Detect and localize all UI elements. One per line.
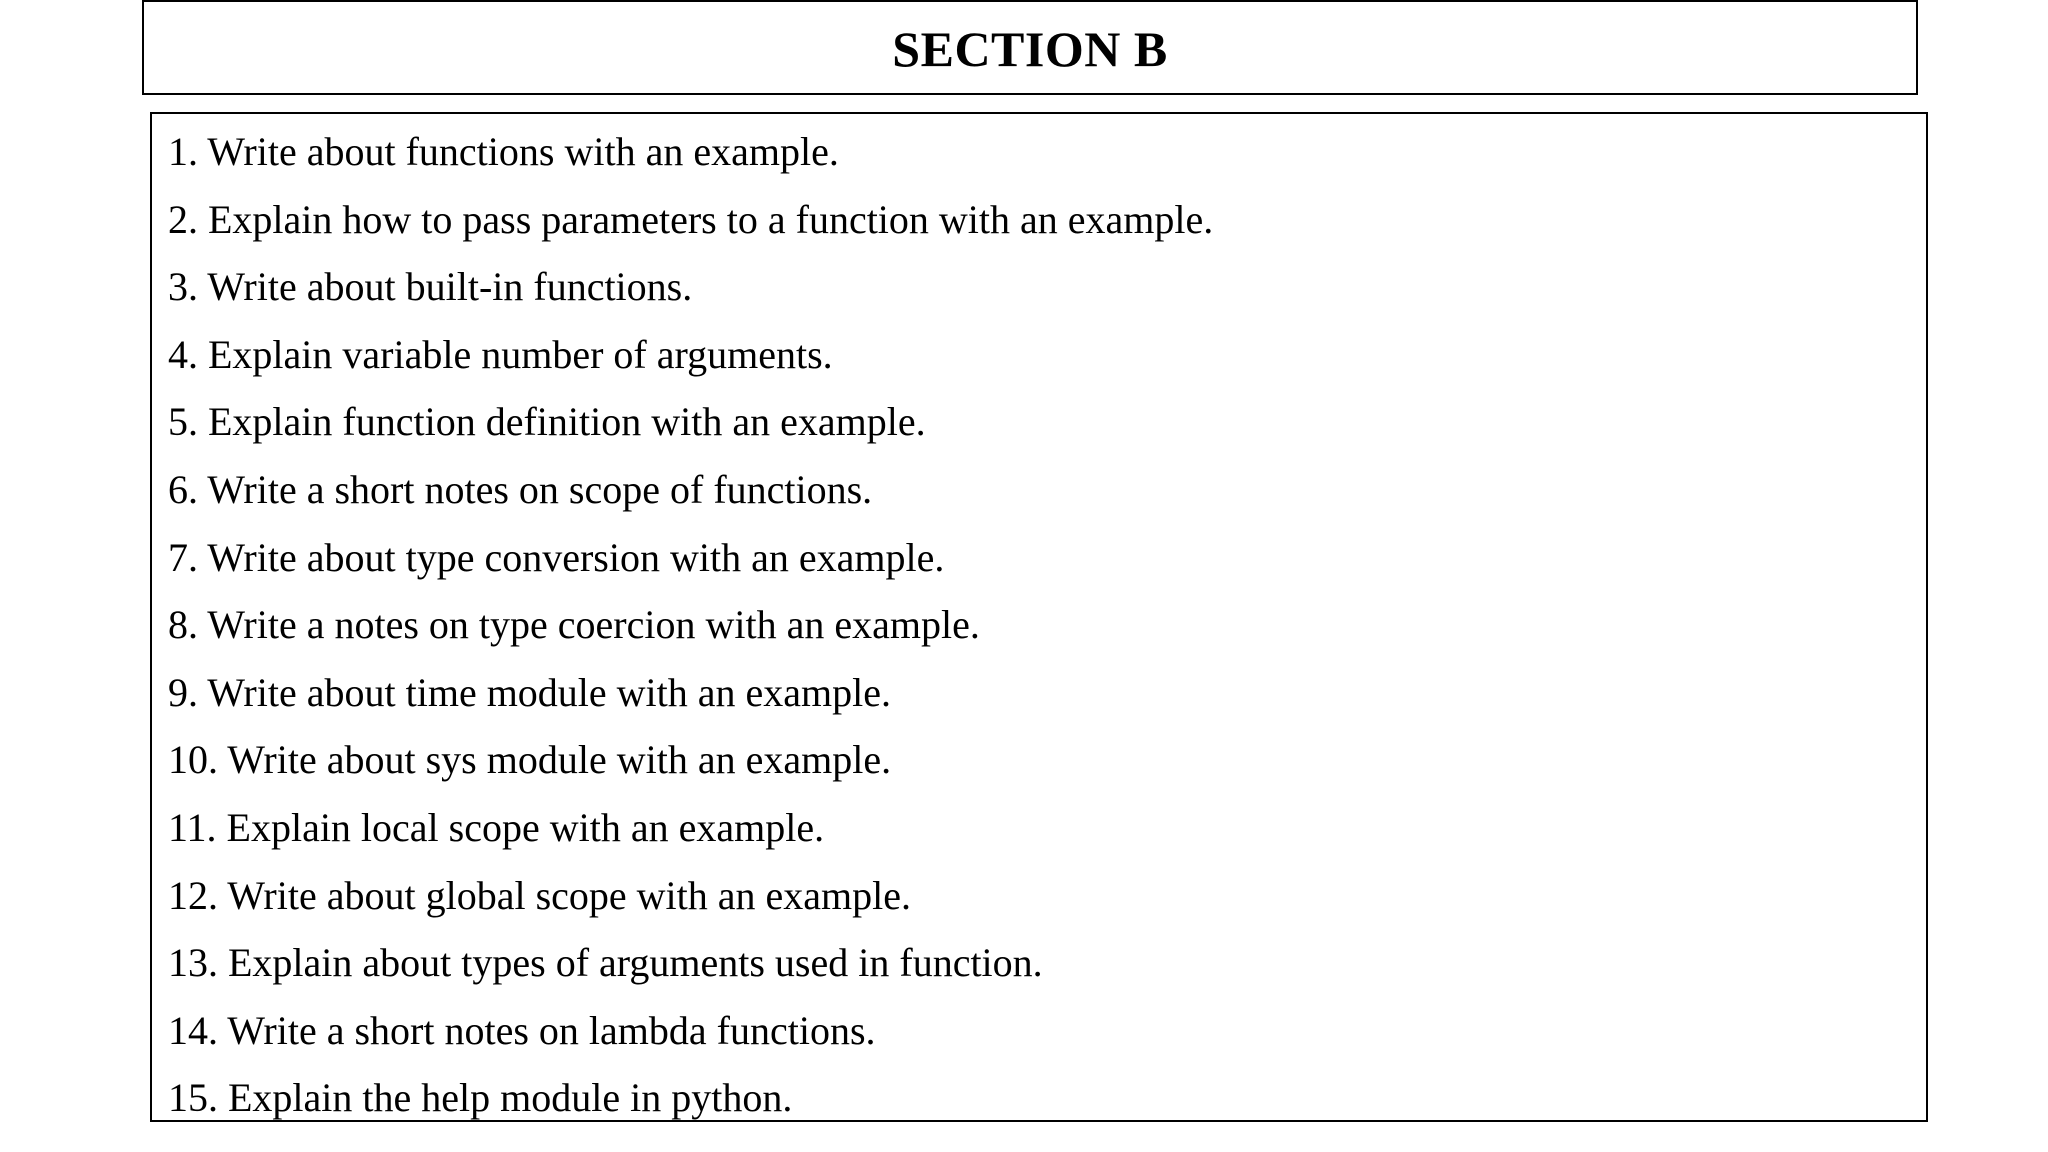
question-item-3: 3. Write about built-in functions. — [168, 264, 693, 310]
question-item-12: 12. Write about global scope with an example. — [168, 872, 912, 918]
question-item-4: 4. Explain variable number of arguments. — [168, 331, 833, 377]
question-item-6: 6. Write a short notes on scope of functions. — [168, 466, 873, 512]
question-item-2: 2. Explain how to pass parameters to a function with an example. — [168, 196, 1214, 242]
section-header — [142, 0, 1918, 95]
question-item-10: 10. Write about sys module with an example. — [168, 737, 892, 783]
question-item-8: 8. Write a notes on type coercion with an example. — [168, 602, 980, 648]
question-item-9: 9. Write about time module with an example. — [168, 669, 892, 715]
section-title: SECTION B — [892, 20, 1168, 77]
question-item-13: 13. Explain about types of arguments used in function. — [168, 940, 1043, 986]
question-item-1: 1. Write about functions with an example. — [168, 129, 839, 174]
question-list — [168, 118, 1926, 1132]
question-item-14: 14. Write a short notes on lambda functions. — [168, 1007, 876, 1053]
question-item-11: 11. Explain local scope with an example. — [168, 804, 825, 850]
question-item-15: 15. Explain the help module in python. — [168, 1075, 793, 1121]
question-item-5: 5. Explain function definition with an example. — [168, 399, 926, 445]
question-list-box — [150, 112, 1928, 1122]
question-item-7: 7. Write about type conversion with an example. — [168, 534, 945, 580]
